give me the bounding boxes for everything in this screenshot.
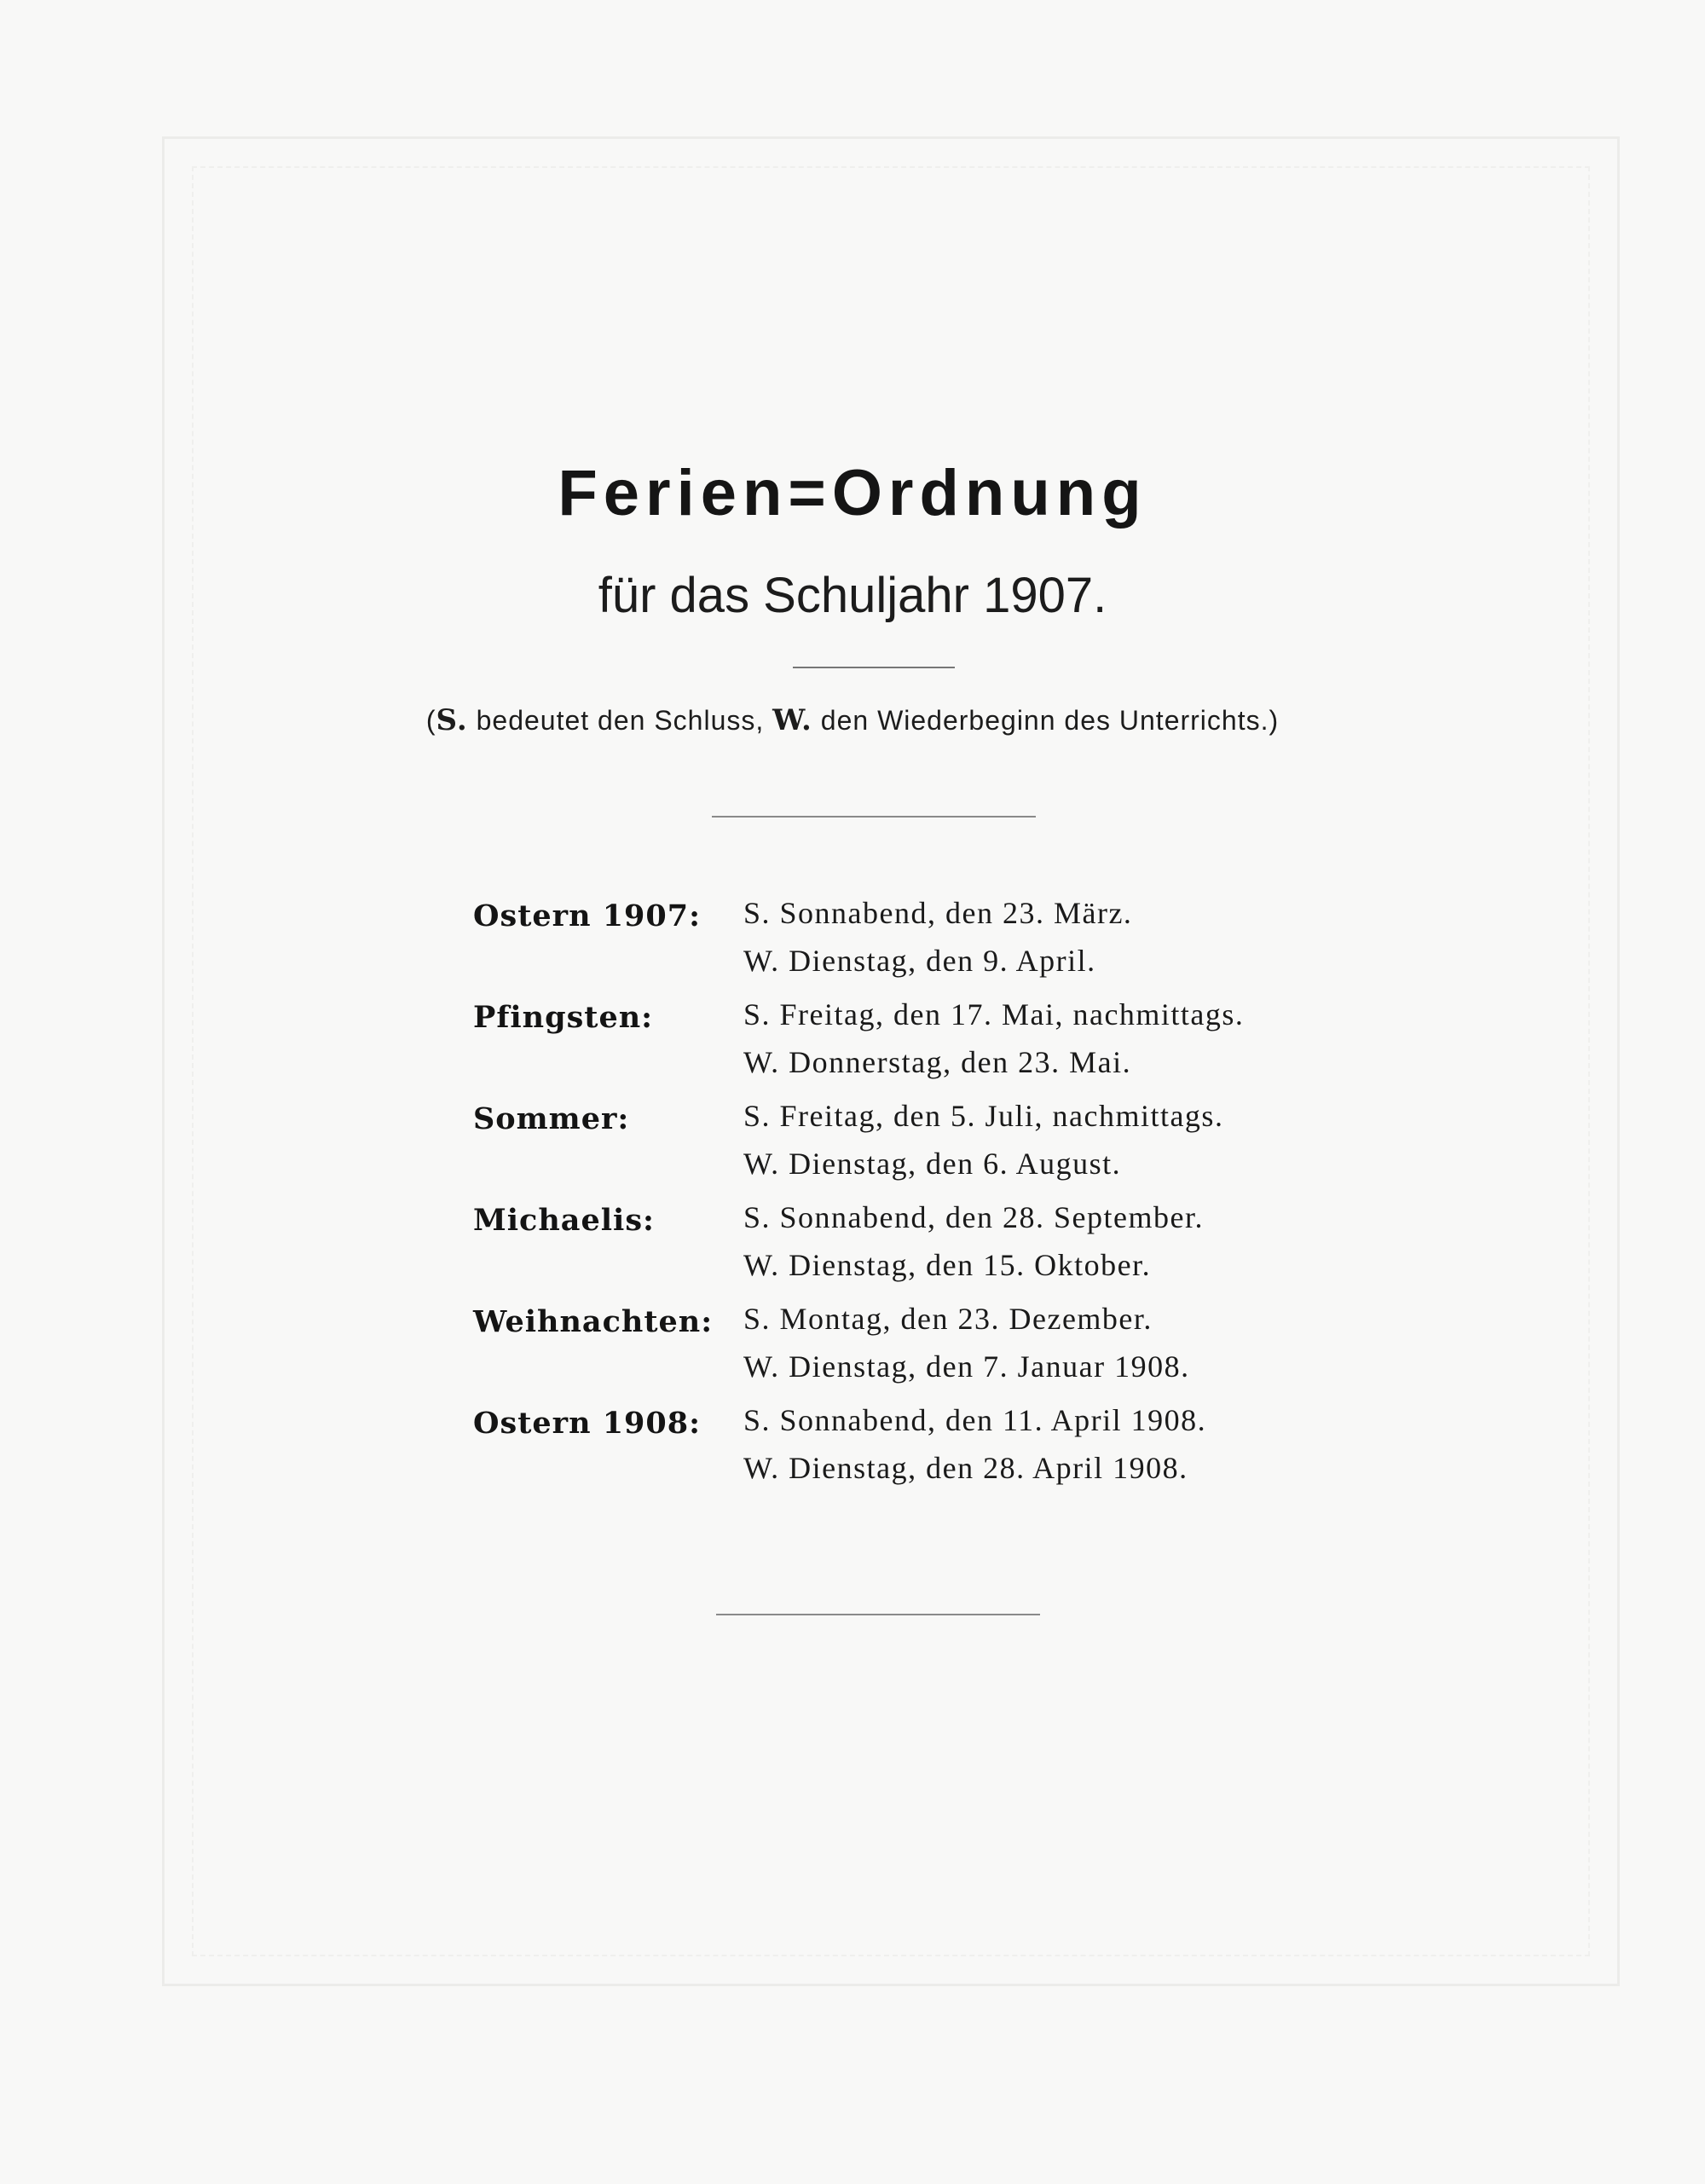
term-start: S. Montag, den 23. Dezember. [743,1302,1153,1336]
term-row [473,1301,1411,1402]
term-start: S. Freitag, den 17. Mai, nachmittags. [743,997,1245,1031]
divider-short [793,667,955,668]
term-start: S. Sonnabend, den 23. März. [743,896,1133,930]
term-row [473,1402,1411,1504]
term-end: W. Donnerstag, den 23. Mai. [743,1045,1132,1079]
note-w-abbr: W. [772,703,812,737]
note-s-abbr: S. [436,703,468,737]
term-end: W. Dienstag, den 9. April. [743,944,1096,978]
document-subtitle: für das Schuljahr 1907. [598,568,1107,623]
term-label: Sommer: [473,1101,630,1136]
term-row [473,1199,1411,1301]
term-end: W. Dienstag, den 7. Januar 1908. [743,1349,1190,1384]
abbreviation-note [0,703,1705,737]
term-row [473,997,1411,1098]
divider-bottom [716,1614,1040,1615]
term-label: Ostern 1908: [473,1406,702,1441]
holiday-schedule [473,895,1411,1504]
term-start: S. Sonnabend, den 28. September. [743,1200,1204,1234]
term-end: W. Dienstag, den 28. April 1908. [743,1451,1188,1485]
divider-top [712,816,1036,818]
document-title: Ferien=Ordnung [558,457,1147,529]
term-label: Michaelis: [473,1203,655,1238]
term-start: S. Sonnabend, den 11. April 1908. [743,1403,1207,1437]
note-open: ( [425,705,436,736]
term-row [473,895,1411,997]
term-end: W. Dienstag, den 6. August. [743,1147,1122,1181]
term-start: S. Freitag, den 5. Juli, nachmittags. [743,1099,1224,1133]
term-label: Pfingsten: [473,1000,654,1035]
term-label: Ostern 1907: [473,898,702,933]
note-w-text: den Wiederbeginn des Unterrichts.) [812,705,1280,736]
term-row [473,1098,1411,1199]
term-end: W. Dienstag, den 15. Oktober. [743,1248,1152,1282]
note-s-text: bedeutet den Schluss, [467,705,773,736]
term-label: Weihnachten: [473,1304,714,1339]
